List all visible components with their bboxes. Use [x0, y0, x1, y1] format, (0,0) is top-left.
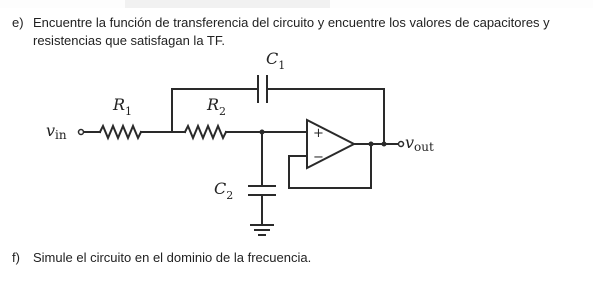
- vin-label: [46, 121, 67, 142]
- r1-label-sub: 1: [125, 105, 133, 118]
- c1-label-main: C: [266, 49, 279, 68]
- r2-label-main: R: [207, 95, 220, 114]
- vin-terminal: [79, 130, 84, 135]
- vout-label-main: v: [405, 133, 415, 152]
- c1-label: [266, 49, 285, 72]
- vin-label-main: v: [46, 121, 56, 140]
- r2-label: [206, 95, 226, 118]
- junction-dot-output-1: [369, 142, 374, 147]
- question-e-text-line-1: Encuentre la función de transferencia del circuito y encuentre los valores de capacitores y: [33, 15, 550, 30]
- c1-label-sub: 1: [278, 59, 286, 72]
- r1-label-main: R: [113, 95, 126, 114]
- vin-label-sub: in: [55, 128, 67, 142]
- c2-label-sub: 2: [226, 189, 234, 202]
- vout-label-sub: out: [414, 140, 434, 154]
- c2-label-main: C: [214, 179, 227, 198]
- question-f-marker: f): [12, 250, 20, 265]
- question-f-text-line-1: Simule el circuito en el dominio de la frecuencia.: [33, 250, 312, 265]
- opamp-plus-sign: +: [313, 126, 324, 141]
- r1-label: [112, 95, 132, 118]
- resistor-r2: [185, 126, 226, 138]
- resistor-r1: [100, 126, 141, 138]
- vout-terminal: [399, 142, 404, 147]
- question-e-text-line-2: resistencias que satisfagan la TF.: [33, 33, 225, 48]
- opamp-minus-sign: −: [313, 150, 324, 165]
- question-e-marker: e): [12, 15, 24, 30]
- junction-dot-output-2: [382, 142, 387, 147]
- r2-label-sub: 2: [219, 105, 227, 118]
- question-f-line-1: [12, 249, 311, 266]
- c2-label: [214, 179, 233, 202]
- vout-label: [405, 133, 434, 154]
